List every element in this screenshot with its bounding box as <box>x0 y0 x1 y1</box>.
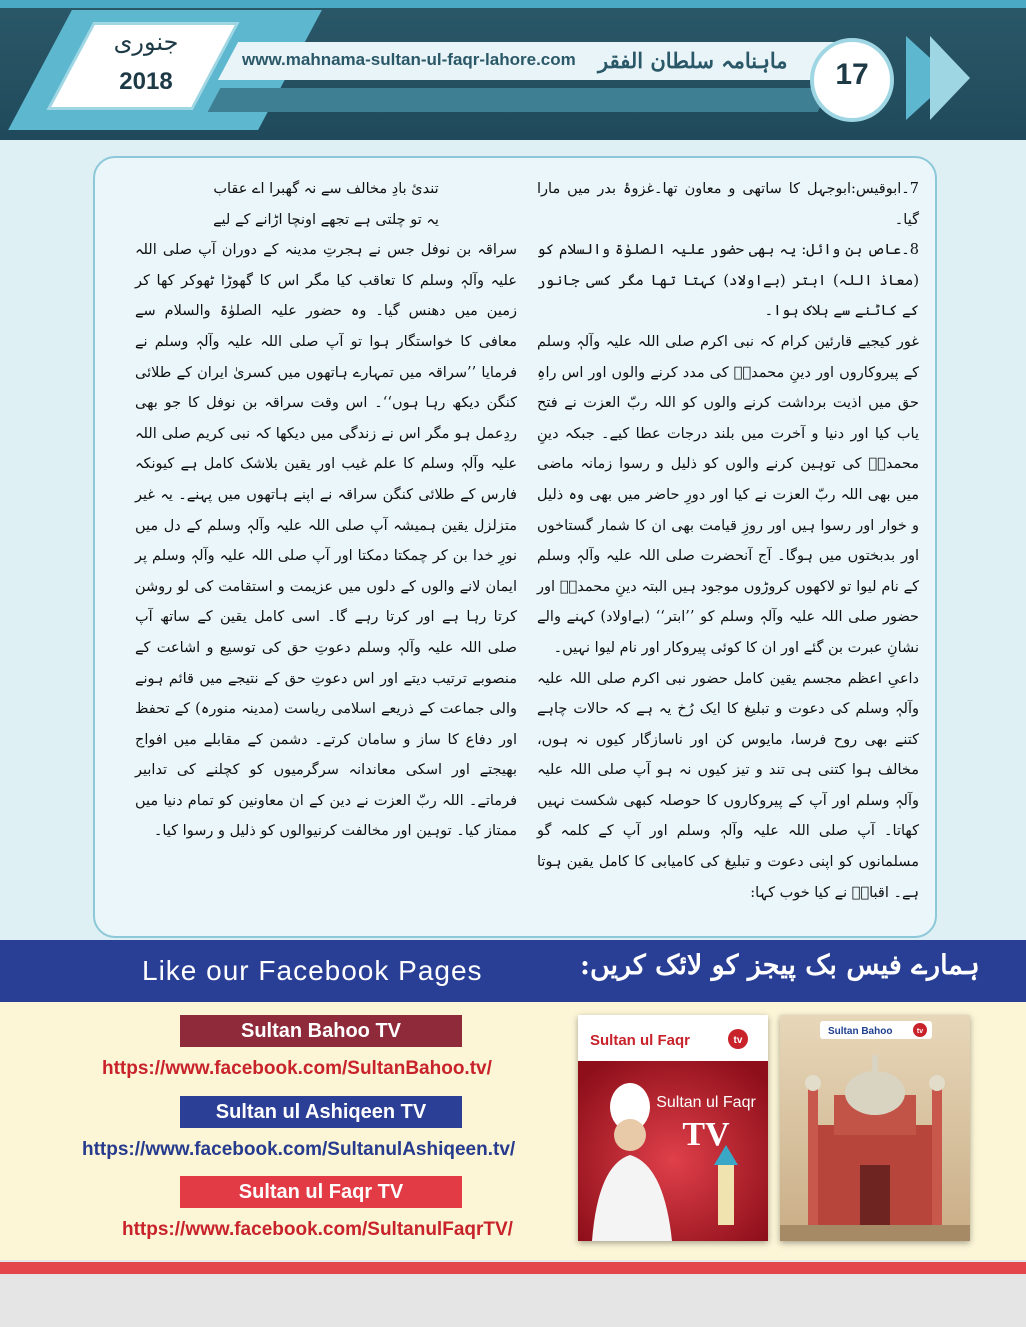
chevron-right-icon <box>930 36 970 120</box>
facebook-heading-en: Like our Facebook Pages <box>142 955 483 986</box>
thumb-title: Sultan ul Faqr <box>656 1094 756 1111</box>
verse-line: یہ تو چلتی ہے تجھے اونچا اڑانے کے لیے <box>213 211 439 228</box>
page-label-sultan-ul-ashiqeen-tv: Sultan ul Ashiqeen TV <box>180 1096 462 1128</box>
sultan-bahoo-tv-image <box>780 1015 970 1241</box>
article-paragraph: داعیِ اعظم مجسم یقین کامل حضور نبی اکرم صلی اللہ علیہ وآلہٖ وسلم کی دعوت و تبلیغ کا ایک رُخ یہ ہے کہ حالات چاہے کتنے بھی روح فرسا، مایوس کن اور ناسازگار کیوں نہ ہوں، مخالف ہوا کتنی ہی تند و تیز کیوں نہ ہو آپ صلی اللہ علیہ وآلہٖ وسلم اور آپ کے پیروکاروں کا حوصلہ کبھی شکست نہیں کھاتا۔ آپ صلی اللہ علیہ وآلہٖ وسلم اور آپ کے کلمہ گو مسلمانوں کو اپنی دعوت و تبلیغ کی کامیابی کا کامل یقین ہوتا ہے۔ اقبالؒ نے کیا خوب کہا: <box>537 670 919 901</box>
magazine-logo: ماہنامہ سلطان الفقر <box>598 48 788 73</box>
article-panel <box>93 156 937 938</box>
issue-year: 2018 <box>119 68 173 95</box>
article-paragraph: 7۔ابوقیس:ابوجہل کا ساتھی و معاون تھا۔غزوۂ بدر میں مارا گیا۔ <box>537 181 919 228</box>
thumb-logo: Sultan ul Faqr <box>590 1032 691 1049</box>
article-column-left <box>135 174 517 847</box>
link-sultan-ul-faqr-tv[interactable]: https://www.facebook.com/SultanulFaqrTV/ <box>122 1219 513 1240</box>
website-url[interactable]: www.mahnama-sultan-ul-faqr-lahore.com <box>242 50 576 69</box>
facebook-heading-ur: ہمارے فیس بک پیجز کو لائک کریں: <box>580 950 980 981</box>
link-sultan-ul-ashiqeen-tv[interactable]: https://www.facebook.com/SultanulAshiqeen.tv/ <box>82 1139 516 1160</box>
article-paragraph: غور کیجیے قارئین کرام کہ نبی اکرم صلی اللہ علیہ وآلہٖ وسلم کے پیروکاروں اور دینِ محمدیؐ کی مدد کرنے والوں اور اس راہِ حق میں اذیت برداشت کرنے والوں کو اللہ ربّ العزت نے فتح یاب کیا اور دنیا و آخرت میں بلند درجات عطا کیے۔ جبکہ دینِ محمدیؐ کی توہین کرنے والوں کو ذلیل و رسوا زمانہ ماضی میں بھی اللہ ربّ العزت نے کیا اور دورِ حاضر میں بھی وہ ذلیل و خوار اور رسوا ہیں اور روزِ قیامت بھی ان کا شمار گستاخوں اور بدبختوں میں ہوگا۔ آج آنحضرت صلی اللہ علیہ وآلہٖ وسلم کے نام لیوا تو لاکھوں کروڑوں موجود ہیں البتہ دینِ محمدیؐ اور حضور صلی اللہ علیہ وآلہٖ وسلم کو ’’ابتر‘‘ (بےاولاد) کہنے والے نشانِ عبرت بن گئے اور ان کا کوئی پیروکار اور نام لیوا نہیں۔ <box>537 333 919 656</box>
article-paragraph: 8۔عاص بن وائل: یہ بھی حضور علیہ الصلوٰۃ والسلام کو (معاذ اللہ) ابتر (بےاولاد) کہتا تھا مگر کسی جانور کے کاٹنے سے ہلاک ہوا۔ <box>537 242 919 320</box>
sultan-ul-faqr-tv-image <box>578 1015 768 1241</box>
website-bar-underline <box>208 88 831 112</box>
footer-red-stripe <box>0 1262 1026 1274</box>
issue-month: جنوری <box>113 28 179 56</box>
page-label-sultan-bahoo-tv: Sultan Bahoo TV <box>180 1015 462 1047</box>
article-column-right <box>537 174 919 908</box>
page-number: 17 <box>835 58 869 91</box>
link-sultan-bahoo-tv[interactable]: https://www.facebook.com/SultanBahoo.tv/ <box>102 1058 492 1079</box>
header-top-stripe <box>0 0 1026 8</box>
verse-line: تندیٔ بادِ مخالف سے نہ گھبرا اے عقاب <box>213 181 439 197</box>
thumb-logo-tv: tv <box>916 1028 924 1035</box>
thumb-logo-tv: tv <box>733 1035 743 1046</box>
thumb-title-tv: TV <box>682 1116 730 1153</box>
article-paragraph: سراقہ بن نوفل جس نے ہجرتِ مدینہ کے دوران آپ صلی اللہ علیہ وآلہٖ وسلم کا تعاقب کیا مگر اس کا گھوڑا ٹھوکر کھا کر زمین میں دھنس گیا۔ وہ حضور علیہ الصلوٰۃ والسلام سے معافی کا خواستگار ہوا تو آپ صلی اللہ علیہ وآلہٖ وسلم نے فرمایا ’’سراقہ میں تمہارے ہاتھوں میں کسریٰ ایران کے طلائی کنگن دیکھ رہا ہوں‘‘۔ اس وقت سراقہ بن نوفل کا جو بھی ردِعمل ہو مگر اس نے زندگی میں دیکھا کہ نبی کریم صلی اللہ علیہ وآلہٖ وسلم کا علم غیب اور یقین بلاشک کامل ہے کیونکہ فارس کے طلائی کنگن سراقہ نے اپنے ہاتھوں میں پہنے۔ یہ غیر متزلزل یقین ہمیشہ آپ صلی اللہ علیہ وآلہٖ وسلم کے دل میں نورِ خدا بن کر چمکتا دمکتا اور آپ صلی اللہ علیہ وآلہٖ وسلم پر ایمان لانے والوں کے دلوں میں عزیمت و استقامت کی لو روشن کرتا رہا ہے اور کرتا رہے گا۔ اسی کامل یقین کے ساتھ آپ صلی اللہ علیہ وآلہٖ وسلم دعوتِ حق کی توسیع و اشاعت کے منصوبے ترتیب دیتے اور اس دعوتِ حق کے نتیجے میں قائم ہونے والی جماعت کے ذریعے اسلامی ریاست (مدینہ منورہ) کے تحفظ اور دفاع کا ساز و سامان کرتے۔ دشمن کے مقابلے میں افواج بھیجتے اور اسکی معاندانہ سرگرمیوں کو کچلنے کی تدابیر فرماتے۔ اللہ ربّ العزت نے دین کے ان معاونین کو تمام دنیا میں ممتاز کیا۔ توہین اور مخالفت کرنیوالوں کو ذلیل و رسوا کیا۔ <box>135 242 517 840</box>
thumb-logo: Sultan Bahoo <box>828 1026 893 1037</box>
sultan-bahoo-tv-thumbnail[interactable] <box>780 1015 970 1241</box>
page-label-sultan-ul-faqr-tv: Sultan ul Faqr TV <box>180 1176 462 1208</box>
sultan-ul-faqr-tv-thumbnail[interactable] <box>578 1015 768 1241</box>
